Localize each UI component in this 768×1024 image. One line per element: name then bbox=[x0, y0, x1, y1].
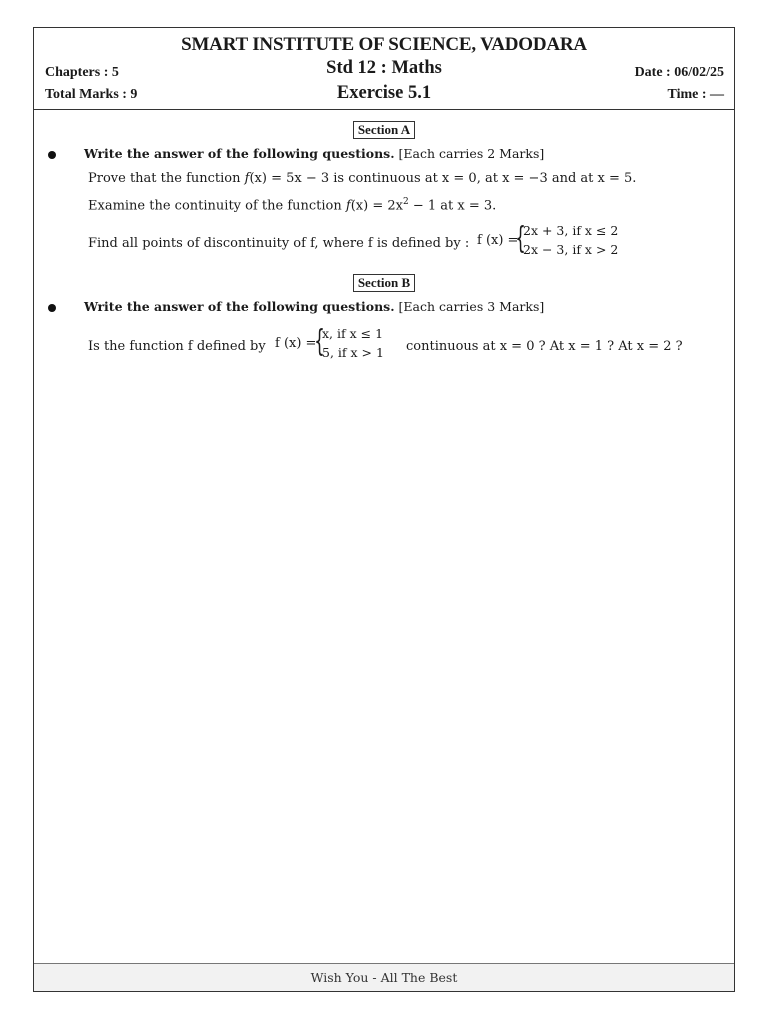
question-text: Examine the continuity of the function bbox=[88, 198, 346, 214]
question-a2 bbox=[88, 197, 496, 213]
question-text: − 1 at x = 3. bbox=[408, 198, 497, 214]
question-text: Is the function f defined by bbox=[88, 339, 266, 354]
total-marks-label: Total Marks : 9 bbox=[45, 87, 138, 102]
date-label: Date : 06/02/25 bbox=[634, 65, 724, 80]
bullet-icon bbox=[48, 304, 56, 312]
footer: Wish You - All The Best bbox=[34, 963, 734, 991]
instruction-text: Write the answer of the following questions. bbox=[84, 146, 395, 161]
marks-note: [Each carries 3 Marks] bbox=[398, 299, 545, 314]
left-brace: { bbox=[515, 221, 526, 256]
section-a-heading bbox=[34, 119, 734, 139]
question-a1 bbox=[88, 171, 636, 186]
case-1: x, if x ≤ 1 bbox=[322, 326, 384, 341]
section-b-heading bbox=[34, 272, 734, 292]
marks-note: [Each carries 2 Marks] bbox=[398, 146, 545, 161]
exponent: 2 bbox=[402, 197, 409, 207]
bullet-icon bbox=[48, 151, 56, 159]
question-text: = 5x − 3 is continuous at x = 0, at x = −3 and at x = 5. bbox=[266, 171, 637, 186]
function-arg: (x) bbox=[350, 198, 369, 214]
exercise-title: Exercise 5.1 bbox=[336, 83, 432, 103]
question-b1 bbox=[88, 339, 266, 354]
function-arg: (x) bbox=[249, 171, 267, 186]
function-symbol: f bbox=[244, 171, 250, 186]
section-a-instruction bbox=[84, 146, 544, 161]
question-a3 bbox=[88, 236, 469, 251]
question-text: Prove that the function bbox=[88, 171, 245, 186]
instruction-text: Write the answer of the following questions. bbox=[84, 299, 395, 314]
question-text: Find all points of discontinuity of f, where f is defined by : bbox=[88, 236, 470, 251]
standard-subject: Std 12 : Maths bbox=[326, 58, 442, 78]
case-1: 2x + 3, if x ≤ 2 bbox=[523, 223, 619, 238]
question-paper bbox=[33, 27, 735, 992]
question-b1-continuation: continuous at x = 0 ? At x = 1 ? At x = 2 ? bbox=[406, 339, 683, 354]
case-2: 2x − 3, if x > 2 bbox=[523, 242, 619, 257]
function-symbol: f bbox=[345, 198, 351, 214]
left-brace: { bbox=[314, 324, 325, 359]
piecewise-fx: f (x) = bbox=[275, 336, 317, 351]
section-b-instruction bbox=[84, 299, 544, 314]
time-label: Time : — bbox=[667, 87, 724, 102]
section-a-title: Section A bbox=[353, 121, 415, 139]
chapters-label: Chapters : 5 bbox=[45, 65, 119, 80]
section-b-title: Section B bbox=[353, 274, 415, 292]
institute-name: SMART INSTITUTE OF SCIENCE, VADODARA bbox=[181, 34, 587, 55]
header-divider bbox=[34, 109, 734, 110]
piecewise-fx: f (x) = bbox=[477, 233, 519, 248]
question-text: = 2x bbox=[368, 198, 403, 214]
case-2: 5, if x > 1 bbox=[322, 345, 384, 360]
